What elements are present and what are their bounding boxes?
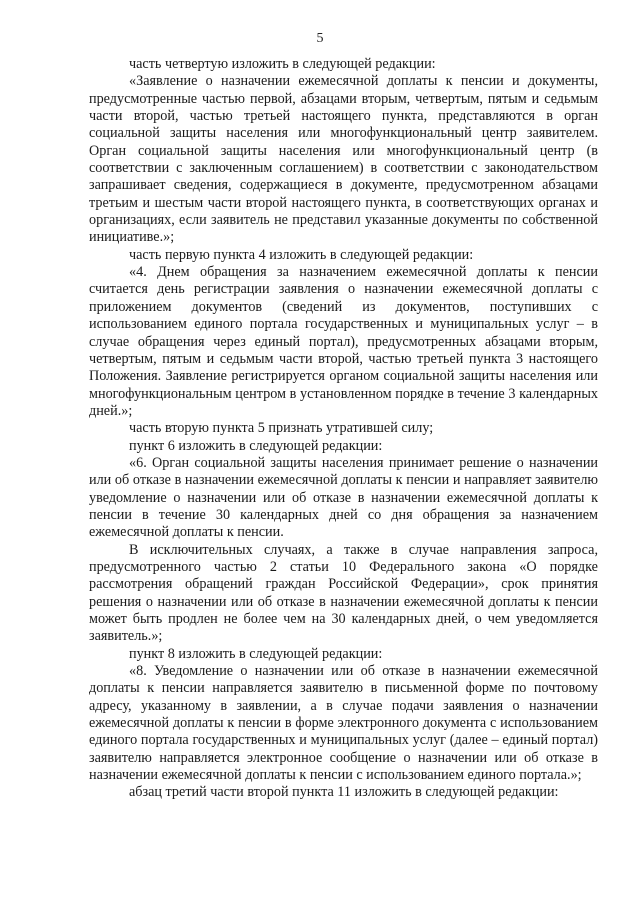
paragraph-2: «Заявление о назначении ежемесячной доплаты к пенсии и документы, предусмотренные частью первой, абзацами вторым, четвертым, пятым и седьмым части второй, частью третьей настоящего пункта, представляются в орган социальной защиты населения или многофункциональный центр заявителем. Орган социальной защиты населения или многофункциональный центр (в соответствии с заключенным соглашением) в соответствии с законодательством запрашивает сведения, содержащиеся в документе, предусмотренном абзацами третьим и шестым части второй настоящего пункта, в соответствующих органах и организациях, если заявитель не представил указанные документы по собственной инициативе.»; bbox=[89, 73, 598, 246]
paragraph-1: часть четвертую изложить в следующей редакции: bbox=[129, 56, 436, 72]
paragraph-3: часть первую пункта 4 изложить в следующей редакции: bbox=[129, 246, 474, 263]
paragraph-9: пункт 8 изложить в следующей редакции: bbox=[129, 645, 383, 662]
paragraph-4: «4. Днем обращения за назначением ежемесячной доплаты к пенсии считается день регистрации заявления о назначении ежемесячной доплаты с приложением документов (сведений из документов, поступивших с использованием единого портала государственных и муниципальных услуг – в случае обращения через единый портал), предусмотренных абзацами вторым, четвертым, пятым и седьмым части второй, частью третьей пункта 3 настоящего Положения. Заявление регистрируется органом социальной защиты населения или многофункциональным центром в установленном порядке в течение 3 календарных дней.»; bbox=[89, 264, 598, 419]
paragraph-11: абзац третий части второй пункта 11 изложить в следующей редакции: bbox=[129, 784, 559, 801]
paragraph-10: «8. Уведомление о назначении или об отказе в назначении ежемесячной доплаты к пенсии направляется заявителю в письменной форме по почтовому адресу, указанному в заявлении, а в случае подачи заявления о назначении ежемесячной доплаты к пенсии в форме электронного документа с использованием единого портала государственных и муниципальных услуг (далее – единый портал) заявителю направляется электронное сообщение о назначении или об отказе в назначении ежемесячной доплаты к пенсии с использованием единого портала.»; bbox=[89, 663, 598, 784]
paragraph-7: «6. Орган социальной защиты населения принимает решение о назначении или об отказе в назначении ежемесячной доплаты к пенсии и направляет заявителю уведомление о назначении или об отказе в назначении ежемесячной доплаты к пенсии в течение 30 календарных дней со дня обращения за назначением ежемесячной доплаты к пенсии. bbox=[89, 454, 598, 541]
paragraph-5: часть вторую пункта 5 признать утратившей силу; bbox=[129, 420, 434, 437]
page-number: 5 bbox=[316, 31, 324, 46]
paragraph-6: пункт 6 изложить в следующей редакции: bbox=[129, 437, 383, 454]
paragraph-8: В исключительных случаях, а также в случае направления запроса, предусмотренного частью 2 статьи 10 Федерального закона «О порядке рассмотрения обращений граждан Российской Федерации», срок принятия решения о назначении или об отказе в назначении ежемесячной доплаты к пенсии может быть продлен не более чем на 30 календарных дней, о чем уведомляется заявитель.»; bbox=[89, 541, 598, 645]
document-body bbox=[89, 56, 598, 802]
